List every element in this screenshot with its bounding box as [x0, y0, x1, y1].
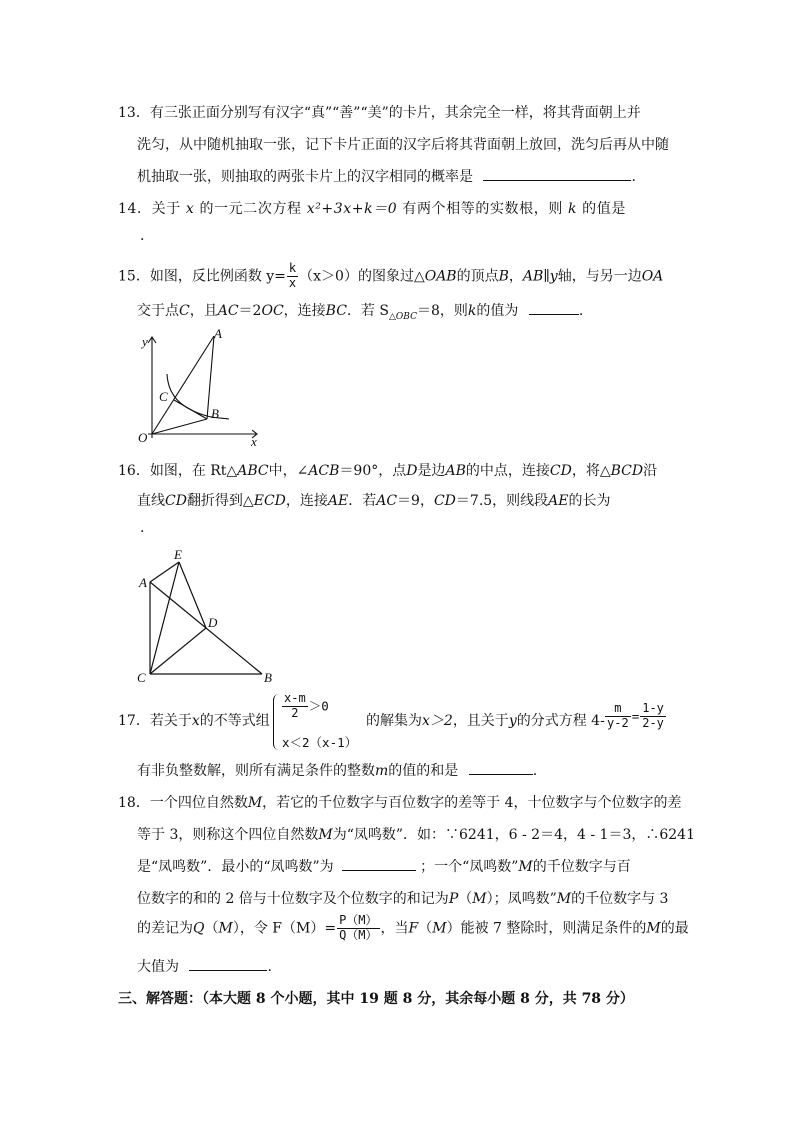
q16-line2 — [137, 490, 611, 510]
q18-line4d: 的千位数字与 3 — [571, 891, 669, 907]
q16-cd: CD — [549, 463, 572, 479]
q18-line5 — [137, 914, 689, 943]
q17-frac1 — [605, 702, 631, 731]
fig15-label-a: A — [214, 326, 222, 341]
q14-x: x — [185, 201, 195, 217]
q18-P: P — [448, 891, 459, 907]
q14-post: 有两个相等的实数根，则 — [402, 201, 563, 217]
q18-M8: M — [646, 920, 661, 937]
q15-oc: OC — [261, 303, 284, 319]
q15-rest2: ， — [508, 268, 523, 285]
q16-cd2: CD — [165, 493, 187, 509]
q17-frac1-num: m — [605, 702, 631, 717]
section-3-heading: 三、解答题：（本大题 8 个小题，其中 19 题 8 分，其余每小题 8 分，共 78 分） — [118, 991, 634, 1007]
q15-ab: AB — [522, 268, 544, 285]
q18-line5g: 的最 — [660, 920, 689, 937]
q17-ineq2: x＜2（x-1） — [282, 735, 358, 750]
q17-m: m — [375, 763, 389, 779]
q17-answer-blank[interactable] — [469, 760, 533, 775]
q17-frac1-den: y-2 — [607, 715, 629, 730]
fig15-label-o: O — [138, 430, 148, 445]
q15-cond: （x＞0）的图象过△ — [299, 268, 425, 285]
q14-k: k — [568, 201, 578, 217]
q17-y: y — [508, 713, 517, 729]
q14-mid: 的一元二次方程 — [199, 201, 302, 217]
q18-M1: M — [247, 795, 263, 811]
q18-line4b: （ — [458, 891, 473, 907]
q17-ineq1-frac — [282, 692, 308, 721]
fig16-label-e: E — [174, 547, 182, 562]
q16-line2f: ＝7.5，则线段 — [455, 493, 549, 509]
fig16-label-b: B — [264, 670, 272, 685]
q18-line1a: 18．一个四位自然数 — [118, 795, 248, 811]
q16-line2g: 的长为 — [568, 493, 611, 509]
fig16-label-d: D — [208, 615, 218, 630]
q15-frac-den: x — [288, 275, 297, 290]
q17-system-brace — [273, 694, 280, 750]
fig15-label-x: x — [251, 434, 257, 449]
q17-frac2 — [640, 702, 666, 731]
q16-ab: AB — [445, 463, 466, 479]
q16-t6: 沿 — [643, 463, 658, 479]
segment-cd — [150, 628, 206, 674]
q15-line2b: ，且 — [189, 303, 218, 319]
q16-ae2: AE — [548, 493, 569, 509]
q15-oa: OA — [641, 268, 664, 285]
q17-ineq1-den: 2 — [291, 705, 299, 720]
q16-d: D — [406, 463, 418, 479]
q16-line2c: ，连接 — [285, 493, 328, 509]
q18-line3a: 是“凤鸣数”．最小的“凤鸣数”为 — [137, 859, 334, 875]
q17-line2b: 的值的和是 — [388, 763, 459, 779]
q16-figure — [134, 546, 274, 686]
q18-M4: M — [472, 891, 487, 907]
q18-line5f: ）能被 7 整除时，则满足条件的 — [446, 920, 647, 937]
q16-abc: ABC — [237, 463, 269, 479]
q18-answer-blank-2[interactable] — [189, 956, 267, 971]
fig16-label-a: A — [139, 575, 147, 590]
q18-fraction — [337, 914, 379, 943]
q18-line5e: （ — [418, 920, 433, 937]
q15-c: C — [179, 303, 190, 319]
q17-t1: 的不等式组 — [199, 713, 270, 729]
q17-t4: 的分式方程 4- — [516, 713, 605, 729]
q17-ineq1-num: x-m — [284, 691, 306, 705]
q16-bcd: BCD — [610, 463, 644, 479]
q16-t2: ＝90°，点 — [339, 463, 407, 479]
q16-line2a: 直线 — [137, 493, 165, 509]
q18-line2 — [137, 824, 695, 844]
q14-pre: 14．关于 — [118, 201, 181, 217]
q18-line5b: （ — [204, 920, 219, 937]
q16-t3: 是边 — [417, 463, 446, 479]
q18-line3b: ；一个“凤鸣数” — [420, 859, 519, 875]
q16-t5: ，将△ — [571, 463, 611, 479]
q15-ac: AC — [217, 303, 239, 319]
q18-line3c: 的千位数字与百 — [532, 859, 631, 875]
q15-y: y — [549, 268, 558, 285]
q16-line2e: ＝9， — [397, 493, 434, 509]
q15-pre: 15．如图，反比例函数 y= — [118, 268, 286, 285]
q18-frac-den: Q（M） — [339, 927, 378, 942]
q18-frac-num: P（M） — [339, 913, 378, 927]
q15-answer-blank[interactable] — [529, 300, 579, 315]
q15-figure — [134, 326, 274, 450]
q16-ae: AE — [327, 493, 349, 509]
q15-sub: △OBC — [388, 311, 417, 322]
q18-line4a: 位数字的和的 2 倍与十位数字及个位数字的和记为 — [137, 891, 449, 907]
q15-line2a: 交于点 — [137, 303, 179, 319]
q14-end: . — [140, 228, 145, 244]
q14-tail: 的值是 — [582, 201, 626, 217]
q15-oab: OAB — [424, 268, 457, 285]
q18-line4c: ）；凤鸣数” — [486, 891, 557, 907]
q16-ac: AC — [376, 493, 398, 509]
q13-answer-blank[interactable] — [483, 166, 631, 181]
q18-M2: M — [318, 827, 333, 843]
q16-ecd: ECD — [253, 493, 286, 509]
q17-line2a: 有非负整数解，则所有满足条件的整数 — [137, 763, 375, 779]
q18-M6: M — [218, 920, 233, 937]
q13-line2: 洗匀，从中随机抽取一张，记下卡片正面的汉字后将其背面朝上放回，洗匀后再从中随 — [137, 137, 669, 153]
q15-rest1: 的顶点 — [456, 268, 499, 285]
q15-bc: BC — [325, 303, 347, 319]
q17-ineq1-rel: ＞0 — [308, 698, 329, 714]
q17-x: x — [191, 713, 200, 729]
q15-line2g: 的值为 — [476, 303, 519, 319]
q15-rest4: 轴，与另一边 — [557, 268, 642, 285]
q18-line2b: 为“凤鸣数”．如：∵6241，6 - 2＝4，4 - 1＝3，∴6241 — [332, 827, 695, 843]
q18-M5: M — [556, 891, 572, 907]
fig16-label-c: C — [137, 670, 146, 685]
q18-line5d: ，当 — [380, 920, 409, 937]
q13-line3-text: 机抽取一张，则抽取的两张卡片上的汉字相同的概率是 — [137, 169, 473, 185]
q18-M3: M — [518, 859, 533, 875]
q17-prefix — [118, 710, 270, 730]
q16-end: . — [140, 520, 145, 536]
q16-t1: 中，∠ — [268, 463, 309, 479]
q17-t2: 的解集为 — [366, 713, 422, 729]
q18-line4 — [137, 888, 668, 908]
q16-line2b: 翻折得到△ — [186, 493, 254, 509]
q15-line2d: ，连接 — [283, 303, 326, 319]
fig15-label-y: y — [142, 334, 148, 349]
q17-t3: ，且关于 — [452, 713, 509, 729]
q17-fractions — [604, 702, 667, 731]
q16-line2d: ．若 — [348, 493, 377, 509]
q18-M7: M — [432, 920, 447, 937]
q18-line2a: 等于 3，则称这个四位自然数 — [137, 827, 319, 843]
fig15-label-c: C — [159, 389, 168, 404]
fig15-label-b: B — [211, 406, 219, 421]
q15-line2e: ．若 S — [346, 303, 389, 319]
q13-line3 — [137, 166, 636, 186]
q17-line2 — [137, 760, 537, 780]
q15-b: B — [498, 268, 509, 285]
q16-cd3: CD — [433, 493, 456, 509]
q16-t4: 的中点，连接 — [465, 463, 550, 479]
q17-frac2-num: 1-y — [642, 701, 664, 715]
q15-k: k — [467, 303, 477, 319]
q17-pre: 17．若关于 — [118, 713, 192, 729]
q15-line2 — [137, 300, 583, 322]
segment-ed — [179, 562, 206, 628]
q15-end: . — [578, 303, 584, 319]
q18-line6a: 大值为 — [137, 959, 179, 975]
q17-frac2-den: 2-y — [642, 715, 664, 730]
q18-answer-blank-1[interactable] — [342, 856, 416, 871]
q17-eq: = — [631, 708, 640, 724]
q18-F: F — [408, 920, 419, 937]
q18-line3 — [137, 856, 631, 876]
q15-line2f: ＝8，则 — [416, 303, 468, 319]
q17-sol: x＞2 — [422, 713, 453, 729]
q18-line5a: 的差记为 — [137, 920, 193, 937]
q14-line1 — [118, 198, 626, 218]
q18-Q: Q — [193, 920, 205, 937]
q13-line1: 13．有三张正面分别写有汉字“真”“善”“美”的卡片，其余完全一样，将其背面朝上并 — [118, 105, 641, 121]
q15-frac-num: k — [288, 261, 297, 275]
q16-pre: 16．如图，在 Rt△ — [118, 463, 238, 479]
q14-equation: x²+3x+k＝0 — [306, 201, 398, 217]
q18-end: . — [267, 959, 272, 975]
q15-line2c: ＝2 — [238, 303, 262, 319]
q15-fraction — [287, 262, 298, 291]
q17-rest — [366, 710, 605, 730]
q13-end: . — [631, 169, 636, 185]
q15-line1 — [118, 262, 663, 291]
q18-line6 — [137, 956, 272, 976]
q17-end: . — [532, 763, 538, 779]
q18-line1 — [118, 792, 682, 812]
q15-rest3: ∥ — [543, 268, 550, 285]
q16-acb: ACB — [308, 463, 340, 479]
q16-line1 — [118, 460, 657, 480]
q18-line1b: ，若它的千位数字与百位数字的差等于 4，十位数字与个位数字的差 — [262, 795, 682, 811]
q17-ineq1 — [281, 692, 329, 721]
q18-line5c: ），令 F（M）= — [232, 920, 337, 937]
